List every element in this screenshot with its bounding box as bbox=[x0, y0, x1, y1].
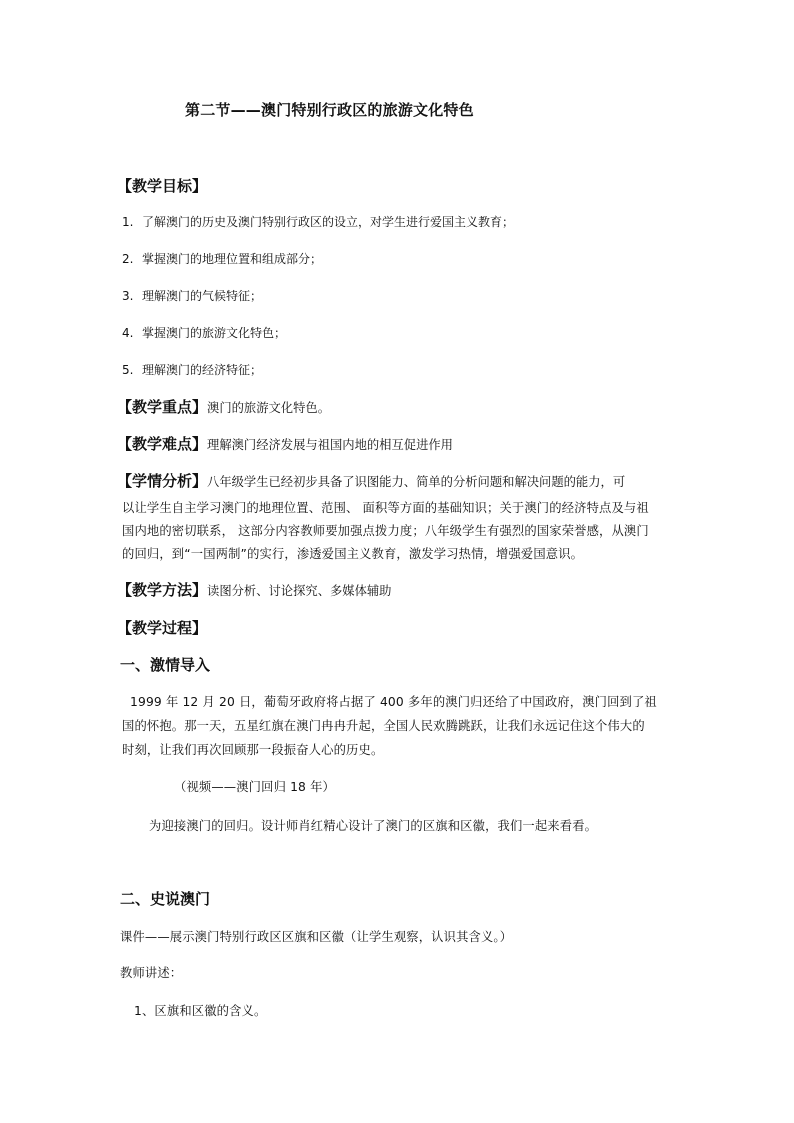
key-point-label: 【教学重点】 bbox=[117, 398, 208, 416]
objective-text: 掌握澳门的旅游文化特色； bbox=[142, 326, 287, 340]
process-heading: 【教学过程】 bbox=[117, 619, 208, 637]
key-point bbox=[117, 396, 330, 417]
welcome-paragraph: 为迎接澳门的回归。设计师肖红精心设计了澳门的区旗和区徽，我们一起来看看。 bbox=[149, 819, 598, 833]
objective-number: 5. bbox=[122, 363, 134, 377]
teacher-line: 教师讲述： bbox=[120, 966, 183, 980]
method-text: 读图分析、讨论探究、多媒体辅助 bbox=[207, 584, 392, 598]
difficulty-text: 理解澳门经济发展与祖国内地的相互促进作用 bbox=[207, 438, 453, 452]
analysis-line: 的回归，到“一国两制”的实行，渗透爱国主义教育，激发学习热情，增强爱国意识。 bbox=[122, 547, 584, 561]
objective-item bbox=[122, 213, 514, 230]
objective-text: 理解澳门的气候特征； bbox=[142, 289, 263, 303]
video-note: （视频——澳门回归 18 年） bbox=[174, 780, 335, 794]
objectives-heading: 【教学目标】 bbox=[117, 177, 208, 195]
section-heading: 一、激情导入 bbox=[120, 656, 211, 674]
analysis-label: 【学情分析】 bbox=[117, 472, 208, 490]
section1-paragraph-line: 时刻，让我们再次回顾那一段振奋人心的历史。 bbox=[122, 743, 384, 757]
method bbox=[117, 579, 391, 600]
list-item: 1、区旗和区徽的含义。 bbox=[134, 1004, 267, 1018]
objective-item bbox=[122, 324, 286, 341]
analysis-line: 以让学生自主学习澳门的地理位置、范围、 面积等方面的基础知识；关于澳门的经济特点及与祖 bbox=[122, 501, 649, 515]
objective-item bbox=[122, 287, 262, 304]
objective-number: 1. bbox=[122, 215, 134, 229]
objective-number: 4. bbox=[122, 326, 134, 340]
courseware-line: 课件——展示澳门特别行政区区旗和区徽（让学生观察，认识其含义。） bbox=[120, 930, 513, 944]
analysis-line: 国内地的密切联系， 这部分内容教师要加强点拨力度；八年级学生有强烈的国家荣誉感，从澳门 bbox=[122, 524, 649, 538]
objective-item bbox=[122, 361, 262, 378]
objective-text: 掌握澳门的地理位置和组成部分； bbox=[142, 252, 323, 266]
objective-item bbox=[122, 250, 322, 267]
analysis-first-line bbox=[117, 470, 625, 491]
key-point-text: 澳门的旅游文化特色。 bbox=[207, 401, 330, 415]
method-label: 【教学方法】 bbox=[117, 581, 208, 599]
objective-number: 3. bbox=[122, 289, 134, 303]
difficulty bbox=[117, 433, 453, 454]
objective-text: 理解澳门的经济特征； bbox=[142, 363, 263, 377]
section-heading: 二、史说澳门 bbox=[120, 890, 211, 908]
section1-paragraph-line: 国的怀抱。那一天，五星红旗在澳门冉冉升起，全国人民欢腾跳跃，让我们永远记住这个伟大的 bbox=[122, 719, 645, 733]
objective-text: 了解澳门的历史及澳门特别行政区的设立，对学生进行爱国主义教育； bbox=[142, 215, 515, 229]
analysis-text: 八年级学生已经初步具备了识图能力、简单的分析问题和解决问题的能力，可 bbox=[207, 475, 626, 489]
section1-paragraph-line: 1999 年 12 月 20 日，葡萄牙政府将占据了 400 多年的澳门归还给了中国政府，澳门回到了祖 bbox=[130, 695, 657, 709]
difficulty-label: 【教学难点】 bbox=[117, 435, 208, 453]
objective-number: 2. bbox=[122, 252, 134, 266]
page-title: 第二节——澳门特别行政区的旅游文化特色 bbox=[185, 101, 474, 119]
